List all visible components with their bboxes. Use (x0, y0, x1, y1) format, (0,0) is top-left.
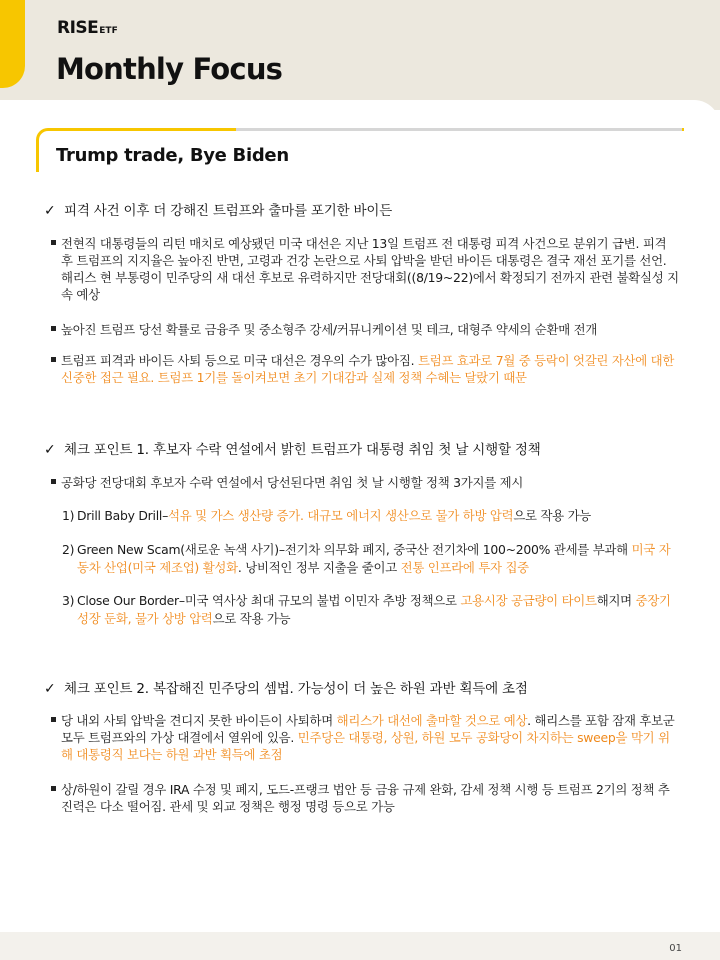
bullet-item: 당 내외 사퇴 압박을 견디지 못한 바이든이 사퇴하며 해리스가 대선에 출마할 것으로 예상. 해리스를 포함 잠재 후보군 모두 트럼프와의 가상 대결에서 열위에 있음. 민주당은 대통령, 상원, 하원 모두 공화당이 차지하는 sweep을 막기 위해 대통령직 보다는 하원 과반 획득에 초점 (51, 712, 681, 763)
numbered-item: 1) Drill Baby Drill–석유 및 가스 생산량 증가. 대규모 에너지 생산으로 물가 하방 압력으로 작용 가능 (62, 508, 592, 523)
section-title: Trump trade, Bye Biden (56, 145, 289, 166)
accent-tab (0, 0, 25, 88)
square-bullet-icon (51, 717, 56, 722)
square-bullet-icon (51, 786, 56, 791)
rise-etf-logo: RISEETF (57, 18, 118, 38)
checkmark-icon: ✓ (44, 681, 56, 697)
bullet-item: 공화당 전당대회 후보자 수락 연설에서 당선된다면 취임 첫 날 시행할 정책 3가지를 제시 (51, 474, 681, 491)
page-title: Monthly Focus (56, 52, 283, 86)
footer-band (0, 932, 720, 960)
bullet-item: 높아진 트럼프 당선 확률로 금융주 및 중소형주 강세/커뮤니케이션 및 테크, 대형주 약세의 순환매 전개 (51, 321, 681, 338)
page-number: 01 (669, 943, 682, 954)
square-bullet-icon (51, 326, 56, 331)
checkmark-icon: ✓ (44, 203, 56, 219)
numbered-item: 3) Close Our Border–미국 역사상 최대 규모의 불법 이민자 추방 정책으로 고용시장 공급량이 타이트해지며 중장기 성장 둔화, 물가 상방 압력으로 작용 가능 (62, 593, 671, 626)
bullet-item: 상/하원이 갈릴 경우 IRA 수정 및 폐지, 도드-프랭크 법안 등 금융 규제 완화, 감세 정책 시행 등 트럼프 2기의 정책 추진력은 다소 떨어짐. 관세 및 외교 정책은 행정 명령 등으로 가능 (51, 781, 681, 815)
block-heading-1: ✓ 피격 사건 이후 더 강해진 트럼프와 출마를 포기한 바이든 (44, 203, 393, 219)
block-heading-3: ✓ 체크 포인트 2. 복잡해진 민주당의 셈법. 가능성이 더 높은 하원 과반 획득에 초점 (44, 681, 528, 697)
checkmark-icon: ✓ (44, 442, 56, 458)
square-bullet-icon (51, 479, 56, 484)
section-divider (236, 128, 682, 131)
block-heading-2: ✓ 체크 포인트 1. 후보자 수락 연설에서 밝힌 트럼프가 대통령 취임 첫 날 시행할 정책 (44, 442, 541, 458)
square-bullet-icon (51, 240, 56, 245)
numbered-item: 2) Green New Scam(새로운 녹색 사기)–전기차 의무화 폐지, 중국산 전기차에 100~200% 관세를 부과해 미국 자동차 산업(미국 제조업) 활성화. 낭비적인 정부 지출을 줄이고 전통 인프라에 투자 집중 (62, 542, 671, 575)
bullet-item: 트럼프 피격과 바이든 사퇴 등으로 미국 대선은 경우의 수가 많아짐. 트럼프 효과로 7월 중 등락이 엇갈린 자산에 대한 신중한 접근 필요. 트럼프 1기를 돌이켜보면 초기 기대감과 실제 정책 수혜는 달랐기 때문 (51, 352, 681, 386)
square-bullet-icon (51, 357, 56, 362)
bullet-item: 전현직 대통령들의 리턴 매치로 예상됐던 미국 대선은 지난 13일 트럼프 전 대통령 피격 사건으로 분위기 급변. 피격 후 트럼프의 지지율은 높아진 반면, 고령과 건강 논란으로 사퇴 압박을 받던 바이든 대통령은 결국 재선 포기를 선언. 해리스 현 부통령이 민주당의 새 대선 후보로 유력하지만 전당대회((8/19~22)에서 확정되기 전까지 관련 불확실성 지속 예상 (51, 235, 681, 303)
